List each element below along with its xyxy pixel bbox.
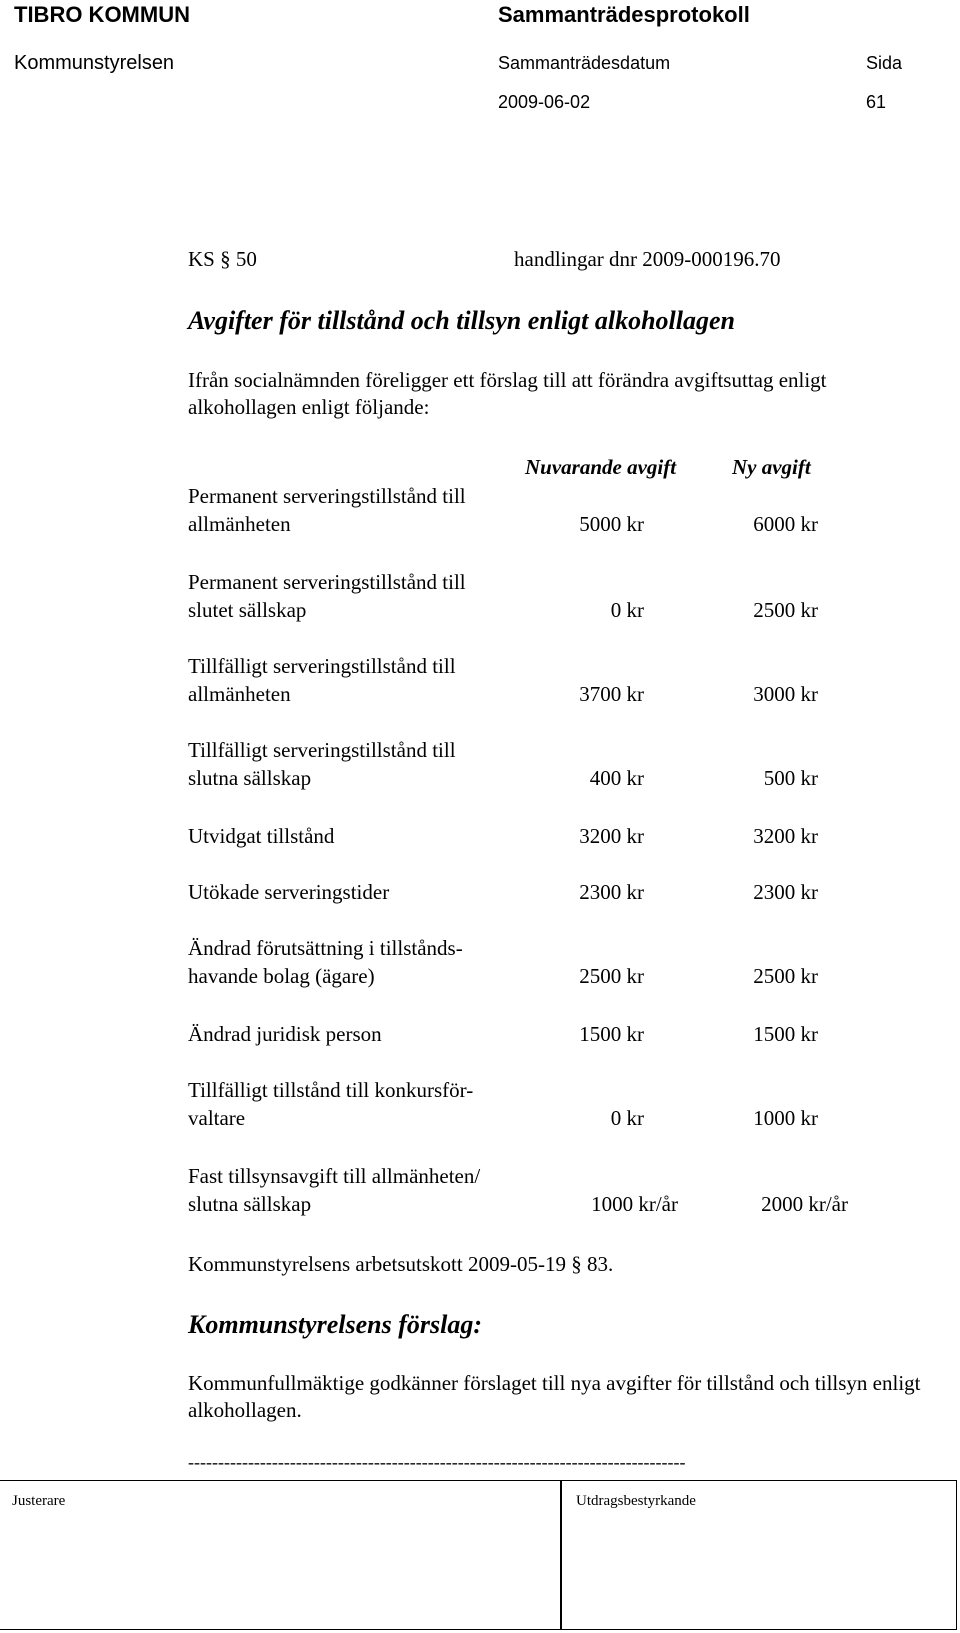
- fee-new: 3000 kr: [753, 682, 818, 706]
- meeting-date: 2009-06-02: [498, 92, 591, 112]
- fee-row: [188, 568, 868, 624]
- fee-new: 2500 kr: [753, 964, 818, 988]
- fee-row: [188, 1162, 868, 1218]
- column-header-current-fee: Nuvarande avgift: [525, 455, 677, 479]
- proposal-heading: Kommunstyrelsens förslag:: [188, 1310, 482, 1339]
- fee-row: [188, 1020, 868, 1048]
- fee-new: 6000 kr: [753, 512, 818, 536]
- fee-row: [188, 934, 868, 990]
- org-name: TIBRO KOMMUN: [14, 2, 190, 27]
- page-title: Avgifter för tillstånd och tillsyn enligt alkohollagen: [188, 306, 736, 335]
- fee-row: [188, 822, 868, 850]
- fee-label: Tillfälligt tillstånd till konkursför- valtare: [188, 1078, 474, 1130]
- fee-new: 3200 kr: [753, 824, 818, 848]
- case-dnr: handlingar dnr 2009-000196.70: [514, 247, 781, 271]
- fee-label: Utvidgat tillstånd: [188, 824, 335, 848]
- fee-current: 400 kr: [589, 766, 644, 790]
- signature-box: [0, 1480, 957, 1630]
- document-type: Sammanträdesprotokoll: [498, 2, 750, 27]
- fee-label: Fast tillsynsavgift till allmänheten/ slutna sällskap: [188, 1164, 481, 1216]
- meeting-date-label: Sammanträdesdatum: [498, 53, 671, 73]
- committee-name: Kommunstyrelsen: [14, 52, 175, 74]
- fee-new: 1500 kr: [753, 1022, 818, 1046]
- fee-row: [188, 652, 868, 708]
- signature-divider: [560, 1480, 562, 1630]
- column-header-new-fee: Ny avgift: [732, 455, 811, 479]
- fee-label: Ändrad förutsättning i tillstånds- havande bolag (ägare): [188, 936, 463, 988]
- case-reference: KS § 50: [188, 247, 257, 271]
- fee-current: 5000 kr: [579, 512, 644, 536]
- fee-row: [188, 736, 868, 792]
- fee-label: Tillfälligt serveringstillstånd till slutna sällskap: [188, 738, 456, 790]
- fee-label: Permanent serveringstillstånd till slutet sällskap: [188, 570, 466, 622]
- page-number: 61: [866, 92, 887, 112]
- fee-label: Ändrad juridisk person: [188, 1022, 382, 1046]
- fee-current: 0 kr: [610, 1106, 644, 1130]
- fee-current: 2300 kr: [579, 880, 644, 904]
- fee-row: [188, 1076, 868, 1132]
- fee-label: Utökade serveringstider: [188, 880, 390, 904]
- fee-row: [188, 482, 868, 538]
- justerare-label: Justerare: [12, 1493, 66, 1509]
- fee-new: 500 kr: [763, 766, 818, 790]
- separator-line: -----------------------------------------------------------------------------------: [188, 1452, 686, 1472]
- fee-current: 2500 kr: [579, 964, 644, 988]
- fee-current: 1500 kr: [579, 1022, 644, 1046]
- fee-new: 2000 kr/år: [761, 1192, 848, 1216]
- committee-reference: Kommunstyrelsens arbetsutskott 2009-05-19 § 83.: [188, 1252, 614, 1276]
- extract-certification-label: Utdragsbestyrkande: [576, 1493, 696, 1509]
- fee-new: 2300 kr: [753, 880, 818, 904]
- fee-current: 0 kr: [610, 598, 644, 622]
- proposal-text: Kommunfullmäktige godkänner förslaget till nya avgifter för tillstånd och tillsyn enligt alkohollagen.: [188, 1371, 921, 1422]
- fee-new: 1000 kr: [753, 1106, 818, 1130]
- fee-new: 2500 kr: [753, 598, 818, 622]
- fee-current: 1000 kr/år: [591, 1192, 678, 1216]
- fee-row: [188, 878, 868, 906]
- fee-current: 3200 kr: [579, 824, 644, 848]
- fee-label: Permanent serveringstillstånd till allmänheten: [188, 484, 466, 536]
- intro-paragraph: Ifrån socialnämnden föreligger ett förslag till att förändra avgiftsuttag enligt alkohollagen enligt följande:: [188, 368, 827, 419]
- page-label: Sida: [866, 53, 903, 73]
- fee-current: 3700 kr: [579, 682, 644, 706]
- fee-label: Tillfälligt serveringstillstånd till allmänheten: [188, 654, 456, 706]
